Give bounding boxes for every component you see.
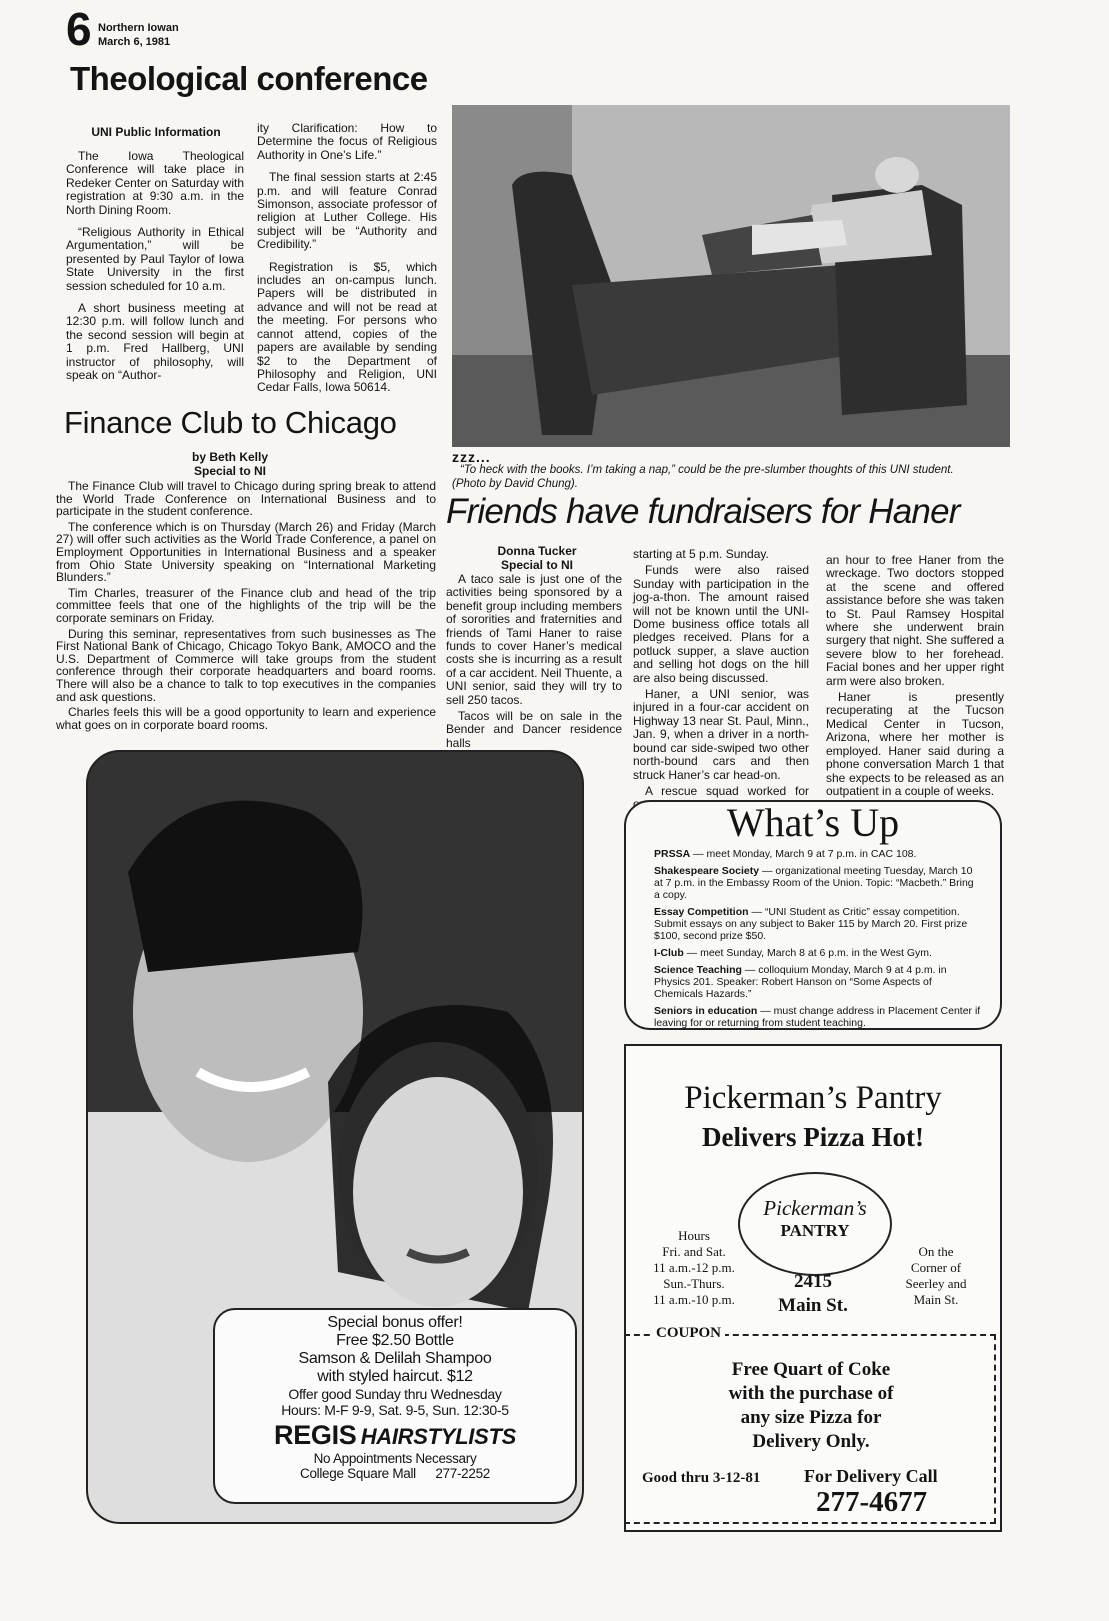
paragraph: ity Clarification: How to Determine the focus of Religious Authority in One’s Life.” (257, 121, 437, 162)
list-item (654, 906, 982, 942)
item-name: Seniors in education (654, 1005, 758, 1017)
paragraph: Tim Charles, treasurer of the Finance club and head of the trip committee feels that one of the highlights of the trip will be the corporate seminars on Friday. (56, 585, 436, 625)
corner-line: Main St. (913, 1292, 959, 1307)
brand-regis: REGIS (274, 1420, 357, 1450)
item-text: — organizational meeting Tuesday, March 10 at 7 p.m. in the Embassy Room of the Union. Topic: “Macbeth.” Bring a copy. (654, 865, 974, 901)
paragraph: an hour to free Haner from the wreckage. Two doctors stopped at the scene and offered assistance before she was taken to St. Paul Ramsey Hospital where she underwent brain surgery that night. She suffered a severe blow to her forehead. Facial bones and her upper right arm were also broken. (826, 553, 1004, 688)
item-name: I-Club (654, 947, 684, 959)
regis-brand (215, 1420, 575, 1451)
item-text: — colloquium Monday, March 9 at 4 p.m. in Physics 201. Speaker: Robert Hanson on “Some Aspects of Chemicals Hazards.” (654, 964, 947, 1000)
hours-block (634, 1228, 754, 1308)
regis-offer-box (213, 1308, 577, 1504)
corner-block (876, 1244, 996, 1308)
paragraph: A rescue squad worked for (645, 783, 809, 798)
item-name: Shakespeare Society (654, 865, 760, 877)
address-number: 2415 (794, 1271, 832, 1292)
friends-headline: Friends have fundraisers for Haner (446, 492, 960, 531)
paragraph: A taco sale is just one of the activities being sponsored by a benefit group including members of sororities and fraternities and friends of Tami Haner to raise funds to cover Haner’s medical costs she is incurring as a result of a car accident. Neil Thuente, a UNI senior, said they will try to sell 250 tacos. (446, 572, 622, 707)
item-name: Science Teaching (654, 964, 742, 976)
paper-name: Northern Iowan (98, 22, 179, 34)
list-item (654, 865, 982, 901)
item-text: — “UNI Student as Critic” essay competition. Submit essays on any subject to Baker 115 by March 20. First prize $100, second prize $50. (654, 906, 968, 942)
delivery-phone: 277-4677 (816, 1486, 928, 1518)
friends-col3 (826, 554, 1004, 801)
corner-line: On the (918, 1244, 954, 1259)
page-number: 6 (66, 3, 92, 55)
friends-byline (452, 544, 622, 572)
item-name: Essay Competition (654, 906, 749, 918)
logo-bottom: PANTRY (780, 1221, 850, 1240)
coupon-line: any size Pizza for (740, 1407, 882, 1428)
paragraph: Charles feels this will be a good opportunity to learn and experience what goes on in corporate board rooms. (56, 705, 436, 732)
item-text: — meet Sunday, March 8 at 6 p.m. in the West Gym. (683, 947, 932, 959)
hours-line: 11 a.m.-12 p.m. (653, 1260, 735, 1275)
item-text: — meet Monday, March 9 at 7 p.m. in CAC 108. (690, 848, 917, 860)
paragraph: During this seminar, representatives from such businesses as The First National Bank of Chicago, Chicago Tokyo Bank, AMOCO and the U.S. Department of Commerce will take groups from the student conference through their corporate headquarters and board rooms. There will also be a chance to talk to top executives in the companies and ask questions. (56, 626, 436, 704)
hours-line: Sun.-Thurs. (663, 1276, 725, 1291)
pickerman-ad (624, 1044, 1002, 1532)
paragraph: Tacos will be on sale in the Bender and Dancer residence halls (446, 709, 622, 750)
paragraph: A short business meeting at 12:30 p.m. will follow lunch and the second session will begin at 1 p.m. Fred Hallberg, UNI instructor of philosophy, will speak on “Author- (66, 301, 244, 383)
offer-line: Hours: M-F 9-9, Sat. 9-5, Sun. 12:30-5 (281, 1402, 509, 1418)
corner-line: Seerley and (905, 1276, 967, 1291)
address-street: Main St. (778, 1295, 848, 1316)
offer-line: with styled haircut. $12 (317, 1368, 473, 1385)
brand-hairstylists: HAIRSTYLISTS (360, 1424, 516, 1449)
finance-body (56, 480, 436, 734)
phone: 277-2252 (435, 1466, 490, 1481)
offer-line (215, 1466, 575, 1481)
paragraph: starting at 5 p.m. Sunday. (633, 547, 769, 561)
theological-headline: Theological conference (70, 60, 428, 97)
offer-line: No Appointments Necessary (313, 1451, 477, 1466)
pickerman-title: Pickerman’s Pantry (684, 1080, 942, 1116)
address-block (754, 1270, 872, 1318)
whats-up-title: What’s Up (726, 800, 900, 845)
friends-col1 (446, 573, 622, 753)
friends-col2 (633, 548, 809, 815)
photo-credit: (Photo by David Chung). (452, 478, 578, 490)
paragraph: Registration is $5, which includes an on-campus lunch. Papers will be distributed in advance and will not be read at the meeting. For persons who cannot attend, copies of the papers are available by sending $2 to the Department of Philosophy and Religion, UNI Cedar Falls, Iowa 50614. (257, 259, 437, 395)
paragraph: The conference which is on Thursday (March 26) and Friday (March 27) will offer such activities as the World Trade Conference, a panel on Employment Opportunities in International Business and a speaker from Ohio State University speaking on “International Marketing Blunders.” (56, 519, 436, 585)
napping-student-photo (452, 105, 1010, 447)
pickerman-logo (738, 1172, 892, 1276)
byline-name: by Beth Kelly (191, 450, 269, 464)
paragraph: “Religious Authority in Ethical Argumentation,” will be presented by Paul Taylor of Iowa State University in the first session scheduled for 10 a.m. (66, 225, 244, 293)
paragraph: Funds were also raised Sunday with participation in the jog-a-thon. The amount raised will not be known until the UNI-Dome business office totals all pledges received. Plans for a potluck supper, a slave auction and selling hot dogs on the hill are also being discussed. (633, 563, 809, 685)
theological-byline: UNI Public Information (91, 125, 221, 139)
coupon-line: Delivery Only. (752, 1431, 870, 1452)
theological-col1 (66, 150, 244, 392)
offer-line: Free $2.50 Bottle (336, 1332, 454, 1349)
item-text: — must change address in Placement Center if leaving for or returning from student teaching. (654, 1005, 981, 1029)
byline-affil: Special to NI (193, 464, 267, 478)
delivery-label: For Delivery Call (804, 1466, 938, 1486)
item-name: PRSSA (654, 848, 691, 860)
paragraph: Haner, a UNI senior, was injured in a four-car accident on Highway 13 near St. Paul, Minn., Jan. 9, when a driver in a north-bound car side-swiped two other north-bound cars and then struck Haner’s car head-on. (633, 687, 809, 782)
photo-caption: “To heck with the books. I’m taking a nap,” could be the pre-slumber thoughts of this UNI student. (460, 464, 954, 476)
offer-line: Samson & Delilah Shampoo (298, 1350, 492, 1367)
list-item (654, 1005, 982, 1029)
issue-date: March 6, 1981 (98, 36, 171, 48)
location: College Square Mall (300, 1466, 416, 1481)
byline-name: Donna Tucker (497, 544, 577, 558)
paragraph: The Iowa Theological Conference will take place in Redeker Center on Saturday with registration at 9:30 a.m. in the North Dining Room. (66, 149, 244, 217)
finance-headline: Finance Club to Chicago (64, 405, 397, 440)
list-item (654, 848, 982, 860)
byline-affil: Special to NI (500, 558, 574, 572)
hours-line: Fri. and Sat. (662, 1244, 726, 1259)
paragraph: Haner is presently recuperating at the Tucson Medical Center in Tucson, Arizona, where her mother is employed. Haner said during a phone conversation March 1 that she expects to be released as an outpatient in a couple of weeks. (826, 690, 1004, 798)
pickerman-subtitle: Delivers Pizza Hot! (702, 1122, 924, 1152)
offer-line: Special bonus offer! (327, 1314, 463, 1331)
coupon-box[interactable] (624, 1325, 996, 1524)
offer-line: Offer good Sunday thru Wednesday (288, 1386, 502, 1402)
corner-line: Corner of (910, 1260, 962, 1275)
paragraph: The final session starts at 2:45 p.m. and will feature Conrad Simonson, associate professor of religion at Luther College. His subject will be “Authority and Credibility.” (257, 170, 437, 252)
theological-col2 (257, 122, 437, 404)
whats-up-box (624, 800, 1002, 1030)
list-item (654, 947, 982, 959)
coupon-label: COUPON (652, 1325, 725, 1342)
coupon-line: with the purchase of (728, 1383, 894, 1404)
whats-up-list (654, 848, 982, 1029)
hours-label: Hours (678, 1228, 710, 1243)
photo-caption-title: zzz... (452, 449, 491, 465)
coupon-line: Free Quart of Coke (731, 1359, 891, 1380)
paragraph: The Finance Club will travel to Chicago during spring break to attend the World Trade Conference on International Business and to participate in the student conference. (56, 479, 436, 519)
good-thru: Good thru 3-12-81 (642, 1470, 761, 1486)
photo-illustration (452, 105, 1010, 447)
hours-line: 11 a.m.-10 p.m. (653, 1292, 735, 1307)
logo-top: Pickerman’s (763, 1196, 867, 1220)
finance-byline (170, 450, 290, 478)
list-item (654, 964, 982, 1000)
